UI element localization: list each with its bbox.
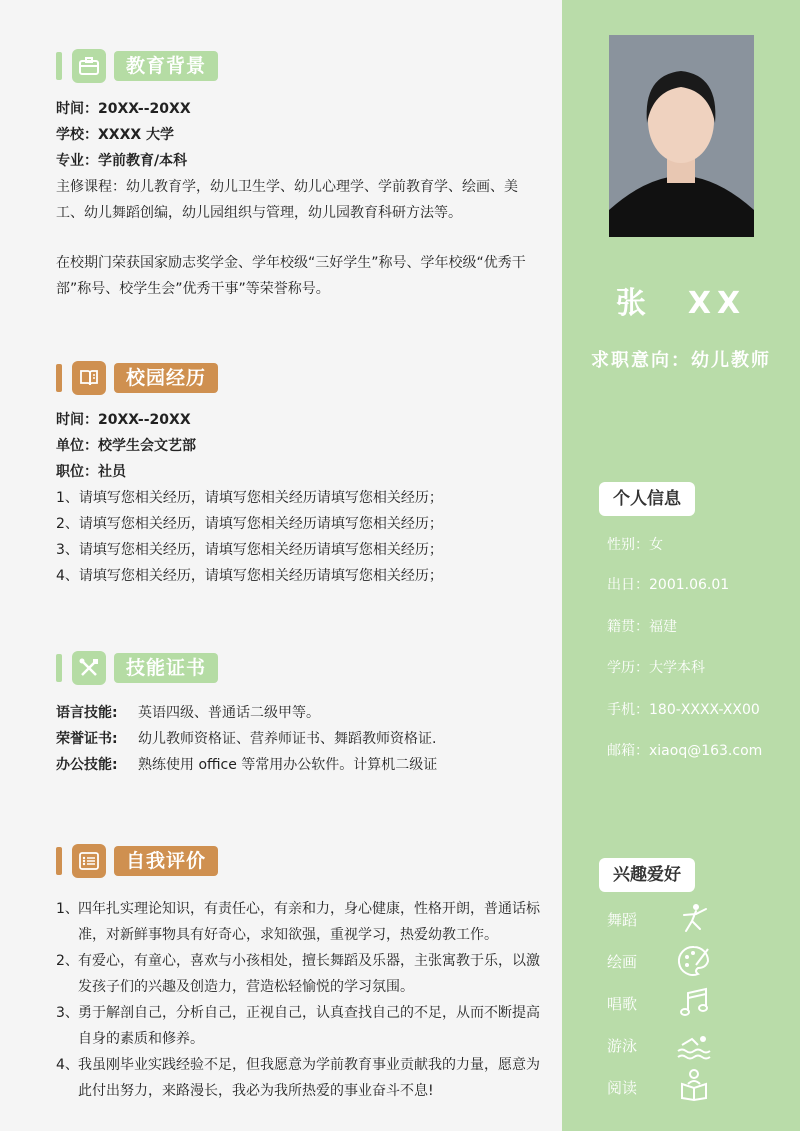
list-item: 3、请填写您相关经历，请填写您相关经历请填写您相关经历； — [56, 542, 443, 558]
job-objective: 求职意向：幼儿教师 — [591, 350, 771, 371]
header-bar — [56, 847, 62, 875]
candidate-name: 张 XX — [615, 286, 747, 321]
skill-row — [56, 726, 541, 752]
skills-list — [56, 700, 541, 778]
item-text: 勇于解剖自己，分析自己，正视自己，认真查找自己的不足，从而不断提高自身的素质和修养。 — [78, 1005, 540, 1047]
briefcase-icon — [72, 49, 106, 83]
hobby-label: 绘画 — [607, 953, 638, 971]
info-email: 邮箱：xiaoq@163.com — [607, 743, 763, 759]
skill-value: 熟练使用 office 等常用办公软件。计算机二级证 — [138, 757, 438, 773]
info-phone: 手机：180-XXXX-XX00 — [607, 702, 760, 718]
list-item — [56, 948, 541, 1000]
info-degree: 学历：大学本科 — [607, 660, 705, 676]
item-number: 3、 — [56, 1005, 79, 1021]
reading-icon — [676, 1066, 712, 1102]
header-bar — [56, 52, 62, 80]
info-origin: 籍贯：福建 — [607, 619, 677, 635]
list-item — [56, 1000, 541, 1052]
palette-icon — [676, 943, 712, 979]
evaluation-header — [56, 842, 218, 880]
dance-icon — [676, 901, 712, 937]
campus-header — [56, 359, 218, 397]
book-icon — [72, 361, 106, 395]
section-title: 自我评价 — [114, 846, 218, 876]
item-number: 4、 — [56, 1057, 79, 1073]
hobbies-title: 兴趣爱好 — [599, 858, 695, 892]
skill-key: 语言技能: — [56, 705, 118, 721]
list-item: 4、请填写您相关经历，请填写您相关经历请填写您相关经历； — [56, 568, 443, 584]
list-item: 1、请填写您相关经历，请填写您相关经历请填写您相关经历； — [56, 490, 443, 506]
education-header — [56, 47, 218, 85]
info-gender: 性别：女 — [607, 537, 663, 553]
edu-school: 学校：XXXX 大学 — [56, 127, 175, 143]
edu-time: 时间：20XX--20XX — [56, 101, 191, 117]
edu-major: 专业：学前教育/本科 — [56, 153, 188, 169]
section-title: 技能证书 — [114, 653, 218, 683]
list-icon — [72, 844, 106, 878]
edu-honors: 在校期门荣获国家励志奖学金、学年校级“三好学生”称号、学年校级“优秀干部”称号、校学生会”优秀干事”等荣誉称号。 — [56, 255, 526, 297]
swim-icon — [676, 1027, 712, 1063]
section-title: 教育背景 — [114, 51, 218, 81]
info-birth: 出日：2001.06.01 — [607, 577, 730, 593]
item-text: 四年扎实理论知识，有责任心，有亲和力，身心健康，性格开朗，普通话标准，对新鲜事物具有好奇心，求知欲强，重视学习，热爱幼教工作。 — [78, 901, 540, 943]
tools-icon — [72, 651, 106, 685]
header-bar — [56, 364, 62, 392]
personal-info-title: 个人信息 — [599, 482, 695, 516]
evaluation-list — [56, 896, 541, 1104]
music-note-icon — [676, 985, 712, 1021]
skills-header — [56, 649, 218, 687]
edu-courses: 主修课程：幼儿教育学，幼儿卫生学、幼儿心理学、学前教育学、绘画、美工、幼儿舞蹈创编，幼儿园组织与管理，幼儿园教育科研方法等。 — [56, 179, 518, 221]
hobby-label: 阅读 — [607, 1079, 638, 1097]
item-text: 我虽刚毕业实践经验不足，但我愿意为学前教育事业贡献我的力量，愿意为此付出努力，来路漫长，我必为我所热爱的事业奋斗不息! — [78, 1057, 540, 1099]
skill-key: 荣誉证书: — [56, 731, 118, 747]
campus-position: 职位：社员 — [56, 464, 126, 480]
list-item — [56, 896, 541, 948]
header-bar — [56, 654, 62, 682]
list-item — [56, 1052, 541, 1104]
hobby-label: 舞蹈 — [607, 911, 638, 929]
campus-unit: 单位：校学生会文艺部 — [56, 438, 196, 454]
item-number: 2、 — [56, 953, 79, 969]
skill-value: 幼儿教师资格证、营养师证书、舞蹈教师资格证. — [138, 731, 437, 747]
skill-key: 办公技能: — [56, 757, 118, 773]
hobby-label: 游泳 — [607, 1037, 638, 1055]
skill-row — [56, 752, 541, 778]
hobby-label: 唱歌 — [607, 995, 638, 1013]
item-text: 有爱心，有童心，喜欢与小孩相处，擅长舞蹈及乐器，主张寓教于乐，以激发孩子们的兴趣及创造力，营造松轻愉悦的学习氛围。 — [78, 953, 540, 995]
campus-time: 时间：20XX--20XX — [56, 412, 191, 428]
skill-row — [56, 700, 541, 726]
item-number: 1、 — [56, 901, 79, 917]
section-title: 校园经历 — [114, 363, 218, 393]
list-item: 2、请填写您相关经历，请填写您相关经历请填写您相关经历； — [56, 516, 443, 532]
skill-value: 英语四级、普通话二级甲等。 — [138, 705, 320, 721]
profile-photo — [609, 35, 754, 237]
